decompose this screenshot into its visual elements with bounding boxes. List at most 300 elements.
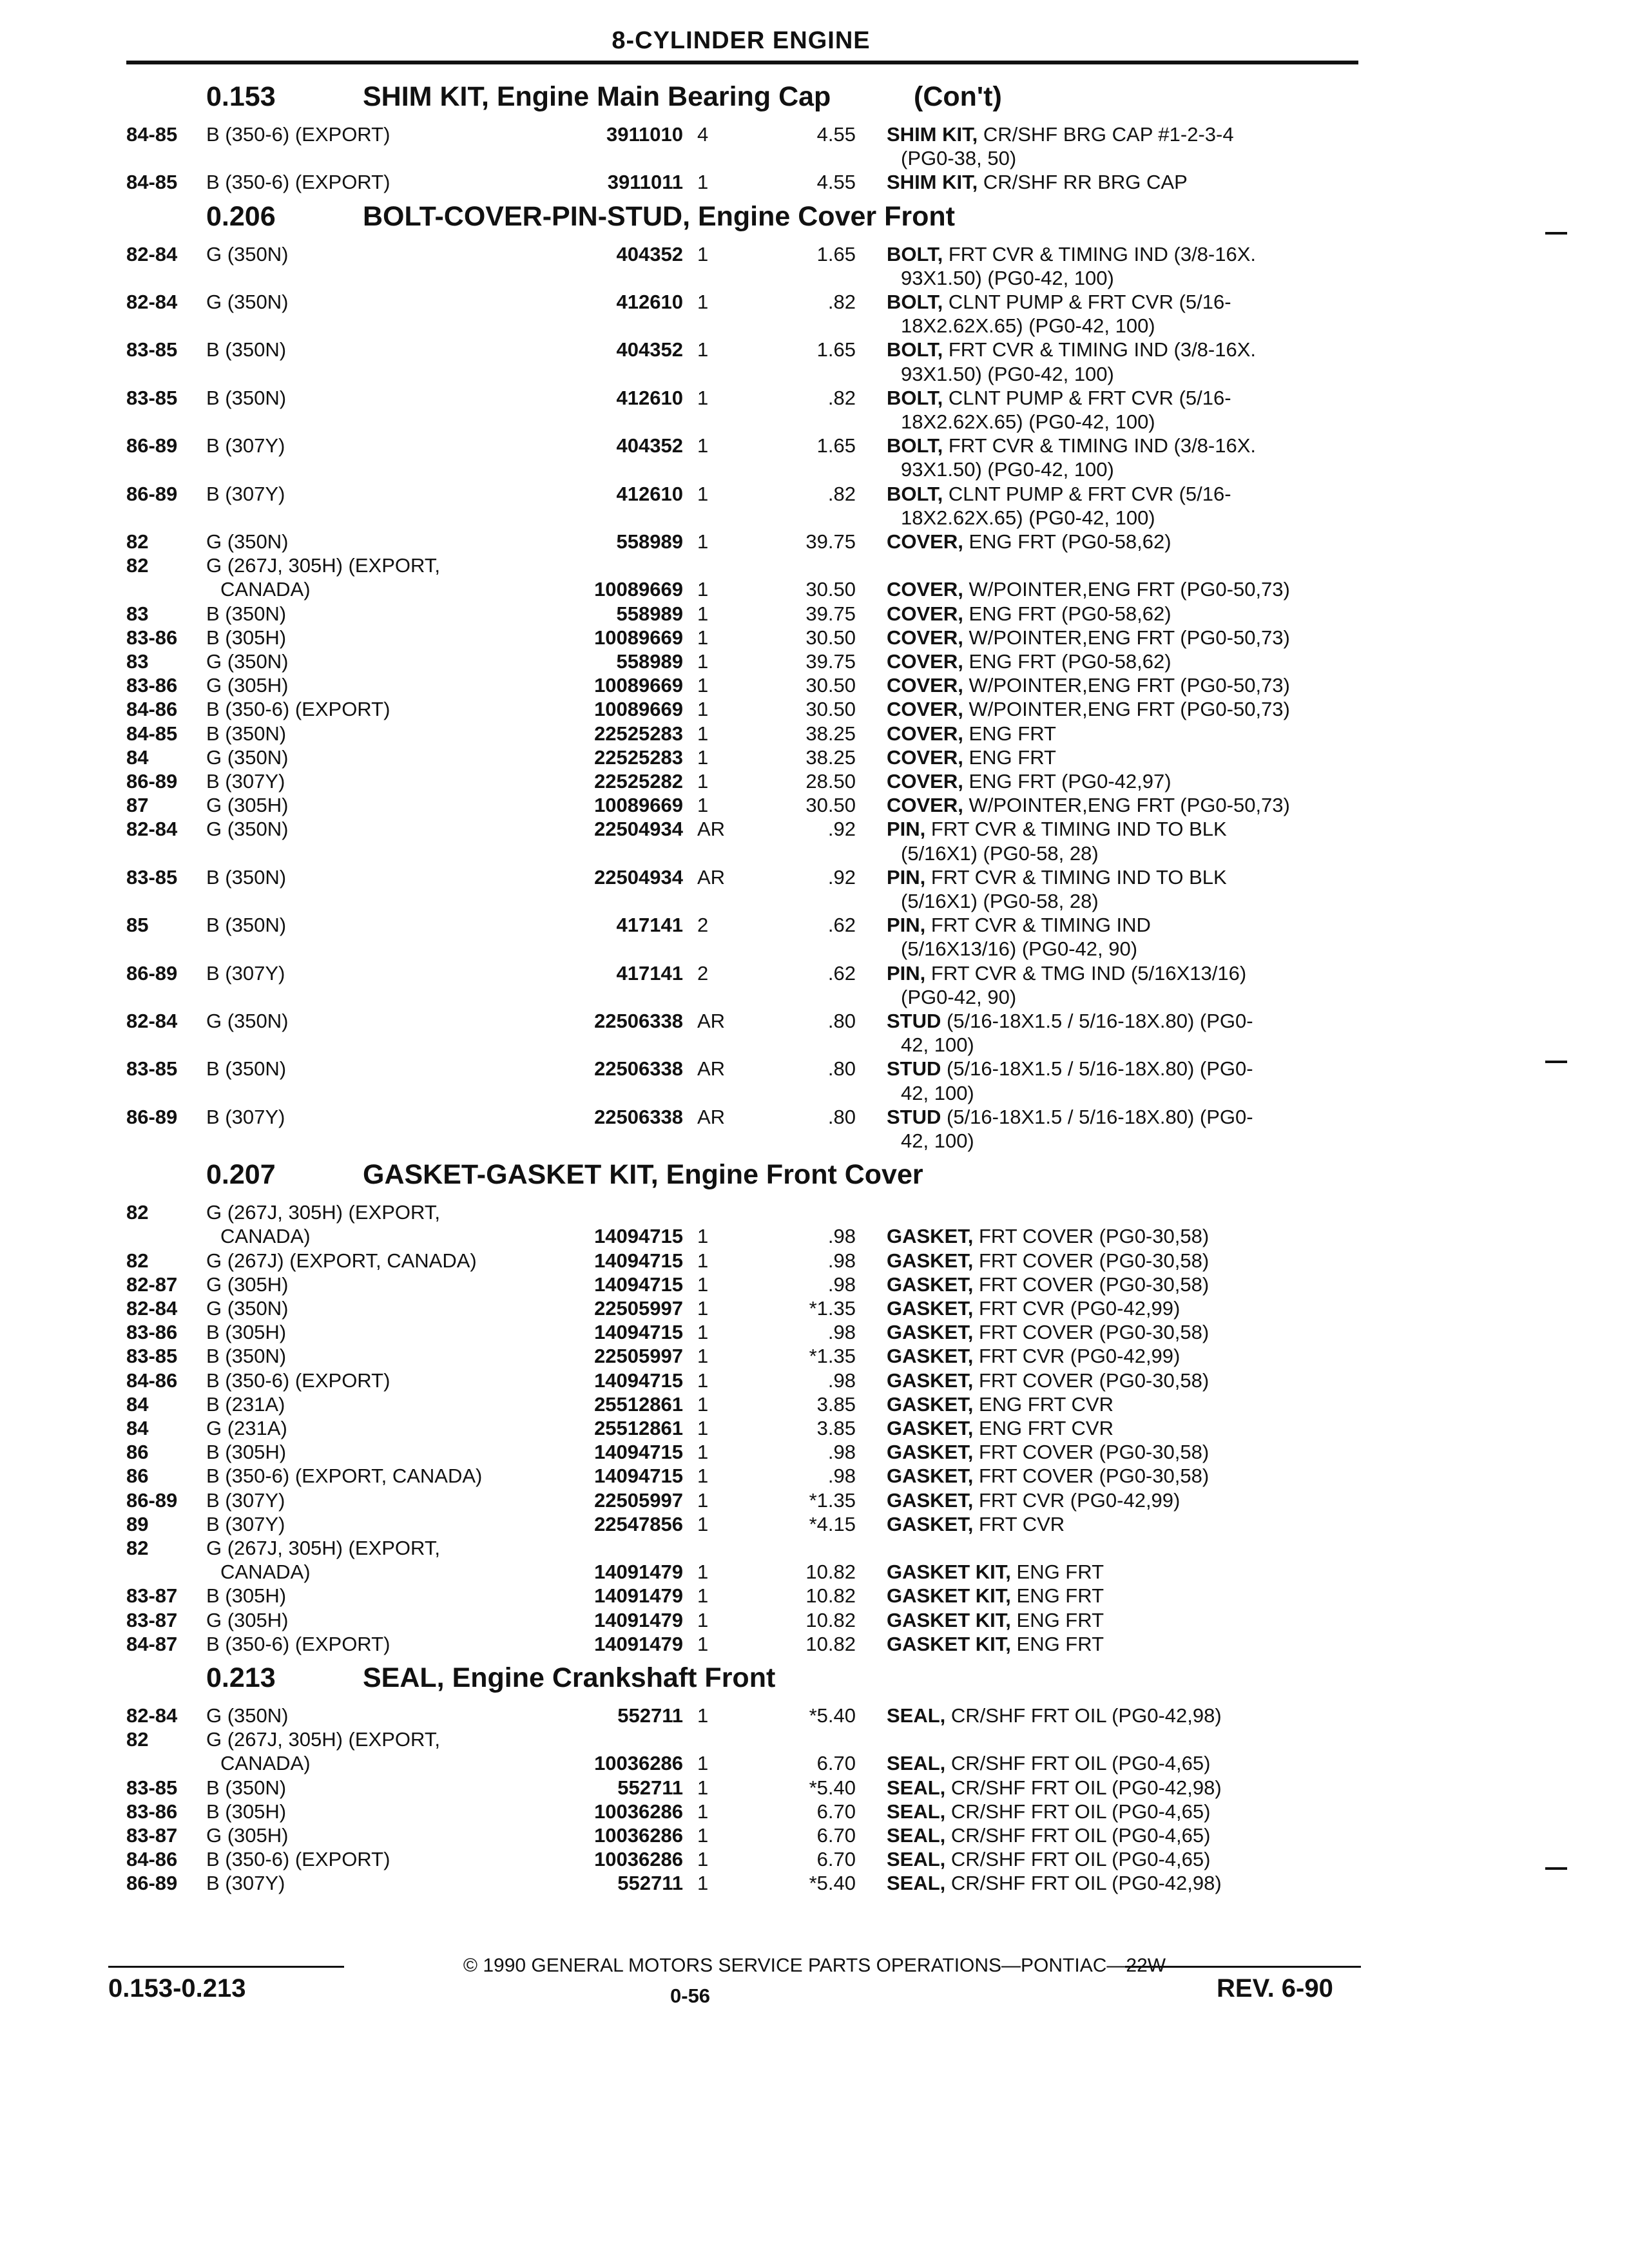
model-years: 86-89 [126, 1872, 178, 1895]
table-row [0, 1464, 1629, 1488]
part-number: 22506338 [594, 1057, 683, 1081]
description-continued: 93X1.50) (PG0-42, 100) [901, 362, 1114, 385]
description-continued-row [0, 1129, 1629, 1153]
table-row [0, 290, 1629, 314]
table-row [0, 1584, 1629, 1608]
part-name: GASKET, [887, 1273, 974, 1296]
quantity: 1 [697, 1776, 709, 1799]
description-text: FRT CVR & TIMING IND (3/8-16X. [943, 434, 1257, 457]
footer-range: 0.153-0.213 [108, 1974, 246, 2003]
application: B (307Y) [206, 1872, 285, 1895]
part-number: 14091479 [594, 1632, 683, 1655]
price: 1.65 [816, 338, 856, 361]
part-name: GASKET, [887, 1441, 974, 1464]
price: 30.50 [805, 794, 856, 817]
part-name: SEAL, [887, 1704, 946, 1727]
description [887, 1512, 1065, 1536]
model-years: 89 [126, 1512, 149, 1535]
section-code: 0.206 [206, 200, 276, 232]
description-text: FRT COVER (PG0-30,58) [973, 1249, 1210, 1272]
part-number: 22525283 [594, 745, 683, 769]
footer-copyright: © 1990 GENERAL MOTORS SERVICE PARTS OPERATIONS—PONTIAC—22W [463, 1955, 1166, 1976]
section-continued: (Con't) [914, 81, 1002, 112]
table-row [0, 1608, 1629, 1632]
description [887, 961, 1246, 985]
table-row [0, 1416, 1629, 1440]
description-text: FRT CVR & TIMING IND [925, 914, 1151, 937]
application: B (350-6) (EXPORT) [206, 1848, 390, 1871]
part-number: 14094715 [594, 1441, 683, 1464]
part-number: 417141 [616, 961, 683, 985]
description-continued: (5/16X1) (PG0-58, 28) [901, 841, 1099, 865]
section-code: 0.213 [206, 1662, 276, 1693]
model-years: 82 [126, 554, 149, 577]
price: 38.25 [805, 722, 856, 745]
part-number: 404352 [616, 242, 683, 265]
table-row [0, 1704, 1629, 1727]
application: G (305H) [206, 1608, 289, 1631]
part-name: GASKET KIT, [887, 1608, 1011, 1631]
part-name: SEAL, [887, 1824, 946, 1847]
table-row [0, 1009, 1629, 1033]
section-title: GASKET-GASKET KIT, Engine Front Cover [363, 1159, 923, 1191]
table-row [0, 1536, 1629, 1560]
price: *5.40 [809, 1872, 856, 1895]
description-text: CLNT PUMP & FRT CVR (5/16- [943, 386, 1231, 409]
part-name: COVER, [887, 794, 963, 817]
price: .82 [827, 291, 856, 313]
part-name: BOLT, [887, 338, 943, 361]
part-name: BOLT, [887, 386, 943, 409]
part-number: 558989 [616, 650, 683, 673]
price: 28.50 [805, 770, 856, 793]
table-row [0, 1344, 1629, 1368]
quantity: 1 [697, 1872, 709, 1895]
quantity: 1 [697, 1561, 709, 1584]
description [887, 697, 1290, 721]
application: B (350N) [206, 722, 287, 745]
part-number: 14094715 [594, 1369, 683, 1392]
application: B (350-6) (EXPORT) [206, 698, 390, 721]
part-number: 404352 [616, 434, 683, 457]
quantity: AR [697, 818, 726, 841]
part-name: SEAL, [887, 1752, 946, 1775]
margin-mark [1545, 1061, 1567, 1063]
quantity: 1 [697, 1848, 709, 1871]
price: .80 [827, 1057, 856, 1081]
part-name: GASKET, [887, 1225, 974, 1248]
model-years: 83-86 [126, 626, 178, 649]
price: .82 [827, 482, 856, 505]
description-text: CR/SHF FRT OIL (PG0-4,65) [945, 1752, 1211, 1775]
margin-mark [1545, 232, 1567, 235]
model-years: 84-86 [126, 1369, 178, 1392]
model-years: 82-84 [126, 242, 178, 265]
model-years: 82-84 [126, 291, 178, 313]
price: .80 [827, 1010, 856, 1032]
quantity: AR [697, 1105, 726, 1128]
part-name: GASKET KIT, [887, 1632, 1011, 1655]
part-number: 22504934 [594, 818, 683, 841]
quantity: 2 [697, 961, 709, 985]
description-text: FRT CVR [973, 1512, 1065, 1535]
application: B (350N) [206, 1057, 287, 1081]
quantity: 1 [697, 745, 709, 769]
description [887, 530, 1171, 553]
part-name: COVER, [887, 698, 963, 721]
model-years: 86-89 [126, 961, 178, 985]
price: 39.75 [805, 530, 856, 553]
part-name: SEAL, [887, 1872, 946, 1895]
table-row [0, 602, 1629, 626]
description [887, 1320, 1209, 1344]
description [887, 1847, 1210, 1871]
table-row [0, 386, 1629, 410]
part-number: 10036286 [594, 1752, 683, 1775]
application: B (307Y) [206, 770, 285, 793]
description-text: CLNT PUMP & FRT CVR (5/16- [943, 482, 1231, 505]
part-name: GASKET, [887, 1465, 974, 1488]
price: 6.70 [816, 1824, 856, 1847]
description [887, 1871, 1222, 1895]
model-years: 86 [126, 1465, 149, 1488]
part-number: 412610 [616, 482, 683, 505]
part-name: COVER, [887, 722, 963, 745]
table-row [0, 649, 1629, 673]
description [887, 1440, 1209, 1464]
application: B (307Y) [206, 961, 285, 985]
part-number: 10089669 [594, 674, 683, 697]
description [887, 1416, 1113, 1440]
quantity: 1 [697, 338, 709, 361]
part-number: 22505997 [594, 1488, 683, 1512]
section-code: 0.153 [206, 81, 276, 112]
quantity: 1 [697, 291, 709, 313]
description-continued-row [0, 266, 1629, 290]
price: 1.65 [816, 242, 856, 265]
model-years: 83-85 [126, 386, 178, 409]
description [887, 338, 1256, 361]
quantity: 1 [697, 1800, 709, 1823]
description-continued: 18X2.62X.65) (PG0-42, 100) [901, 410, 1155, 433]
table-row [0, 1823, 1629, 1847]
part-name: SEAL, [887, 1848, 946, 1871]
description [887, 1273, 1209, 1296]
description [887, 1464, 1209, 1488]
model-years: 82 [126, 530, 149, 553]
description [887, 1057, 1253, 1081]
application: G (350N) [206, 291, 289, 313]
price: 10.82 [805, 1584, 856, 1608]
section-title: SHIM KIT, Engine Main Bearing Cap [363, 81, 831, 112]
part-name: SEAL, [887, 1800, 946, 1823]
description [887, 1704, 1222, 1727]
description-text: FRT COVER (PG0-30,58) [973, 1441, 1210, 1464]
model-years: 83-85 [126, 865, 178, 889]
model-years: 82-84 [126, 818, 178, 841]
description-text: (5/16-18X1.5 / 5/16-18X.80) (PG0- [941, 1010, 1253, 1032]
application: B (307Y) [206, 1105, 285, 1128]
quantity: 1 [697, 578, 709, 601]
description-text: W/POINTER,ENG FRT (PG0-50,73) [963, 674, 1290, 697]
description-text: FRT COVER (PG0-30,58) [973, 1273, 1210, 1296]
model-years: 83-85 [126, 338, 178, 361]
part-number: 10089669 [594, 578, 683, 601]
quantity: 1 [697, 1273, 709, 1296]
description [887, 1776, 1222, 1800]
part-name: GASKET, [887, 1249, 974, 1272]
model-years: 84-86 [126, 698, 178, 721]
part-number: 22506338 [594, 1105, 683, 1128]
application: B (305H) [206, 626, 287, 649]
description-continued: 42, 100) [901, 1129, 974, 1152]
part-number: 3911010 [606, 123, 683, 146]
part-name: GASKET, [887, 1345, 974, 1368]
price: .98 [827, 1249, 856, 1272]
model-years: 82 [126, 1728, 149, 1751]
description-text: CLNT PUMP & FRT CVR (5/16- [943, 291, 1231, 313]
part-number: 14094715 [594, 1321, 683, 1344]
application: G (305H) [206, 1273, 289, 1296]
section-code: 0.207 [206, 1159, 276, 1191]
model-years: 84 [126, 745, 149, 769]
description-text: W/POINTER,ENG FRT (PG0-50,73) [963, 794, 1290, 817]
model-years: 83-86 [126, 674, 178, 697]
part-number: 14094715 [594, 1273, 683, 1296]
description-continued: (PG0-38, 50) [901, 147, 1017, 170]
price: 6.70 [816, 1848, 856, 1871]
quantity: 1 [697, 1249, 709, 1272]
description-text: CR/SHF FRT OIL (PG0-42,98) [945, 1704, 1222, 1727]
table-row [0, 1800, 1629, 1823]
price: 39.75 [805, 602, 856, 625]
part-number: 14091479 [594, 1584, 683, 1608]
model-years: 86-89 [126, 482, 178, 505]
application: G (350N) [206, 818, 289, 841]
model-years: 82 [126, 1201, 149, 1224]
model-years: 83-87 [126, 1608, 178, 1631]
description-continued: (5/16X1) (PG0-58, 28) [901, 890, 1099, 912]
table-row [0, 1727, 1629, 1751]
application: B (307Y) [206, 482, 285, 505]
part-name: SEAL, [887, 1776, 946, 1799]
part-number: 10036286 [594, 1800, 683, 1823]
application: B (350N) [206, 865, 287, 889]
application: G (350N) [206, 745, 289, 769]
description [887, 745, 1056, 769]
quantity: 1 [697, 1632, 709, 1655]
description-text: FRT CVR (PG0-42,99) [973, 1345, 1181, 1368]
description-text: CR/SHF BRG CAP #1-2-3-4 [978, 123, 1234, 146]
part-number: 22525282 [594, 770, 683, 793]
description [887, 1105, 1253, 1129]
quantity: 1 [697, 650, 709, 673]
part-name: COVER, [887, 650, 963, 673]
quantity: 1 [697, 1369, 709, 1392]
quantity: 2 [697, 914, 709, 937]
model-years: 86-89 [126, 434, 178, 457]
description-continued-row [0, 1033, 1629, 1057]
table-row [0, 1320, 1629, 1344]
application: B (231A) [206, 1392, 285, 1416]
description-text: FRT CVR (PG0-42,99) [973, 1297, 1181, 1320]
description [887, 386, 1231, 410]
description-text: FRT COVER (PG0-30,58) [973, 1321, 1210, 1344]
price: 30.50 [805, 578, 856, 601]
description-text: (5/16-18X1.5 / 5/16-18X.80) (PG0- [941, 1105, 1253, 1128]
quantity: 1 [697, 626, 709, 649]
description-text: FRT CVR & TMG IND (5/16X13/16) [925, 961, 1247, 985]
description-continued-row [0, 1081, 1629, 1105]
application: G (350N) [206, 1010, 289, 1032]
price: 10.82 [805, 1608, 856, 1631]
part-number: 22505997 [594, 1297, 683, 1320]
part-name: GASKET, [887, 1297, 974, 1320]
quantity: AR [697, 1010, 726, 1032]
application: B (350-6) (EXPORT, CANADA) [206, 1465, 483, 1488]
application: B (350N) [206, 338, 287, 361]
price: *1.35 [809, 1297, 856, 1320]
quantity: 1 [697, 602, 709, 625]
table-row [0, 961, 1629, 985]
quantity: 1 [697, 1488, 709, 1512]
part-number: 552711 [617, 1704, 683, 1727]
quantity: 1 [697, 770, 709, 793]
description [887, 602, 1171, 626]
description-text: FRT CVR & TIMING IND (3/8-16X. [943, 242, 1257, 265]
application: G (350N) [206, 1704, 289, 1727]
quantity: 1 [697, 530, 709, 553]
description-continued-row [0, 457, 1629, 481]
description-text: FRT CVR & TIMING IND TO BLK [925, 865, 1227, 889]
table-row [0, 626, 1629, 649]
description-continued-row [0, 146, 1629, 170]
price: 30.50 [805, 626, 856, 649]
part-name: BOLT, [887, 434, 943, 457]
description [887, 1249, 1209, 1273]
description [887, 1608, 1104, 1632]
application: B (307Y) [206, 434, 285, 457]
part-name: BOLT, [887, 482, 943, 505]
table-row [0, 1105, 1629, 1129]
model-years: 86-89 [126, 1488, 178, 1512]
description [887, 1823, 1210, 1847]
application-continued: CANADA) [220, 1752, 311, 1775]
description-text: ENG FRT [1010, 1608, 1104, 1631]
model-years: 82 [126, 1249, 149, 1272]
description-text: ENG FRT (PG0-42,97) [963, 770, 1171, 793]
section-title: SEAL, Engine Crankshaft Front [363, 1662, 776, 1693]
price: 1.65 [816, 434, 856, 457]
part-number: 552711 [617, 1776, 683, 1799]
price: *5.40 [809, 1704, 856, 1727]
quantity: 1 [697, 674, 709, 697]
quantity: 1 [697, 1824, 709, 1847]
description-continued-row [0, 362, 1629, 386]
application: G (267J, 305H) (EXPORT, [206, 1201, 440, 1224]
quantity: 1 [697, 698, 709, 721]
table-row [0, 913, 1629, 937]
part-number: 558989 [616, 602, 683, 625]
part-number: 22505997 [594, 1345, 683, 1368]
quantity: 1 [697, 434, 709, 457]
table-row [0, 1369, 1629, 1392]
description [887, 122, 1234, 146]
application: B (350-6) (EXPORT) [206, 123, 390, 146]
table-row [0, 817, 1629, 841]
quantity: 1 [697, 1441, 709, 1464]
description-text: CR/SHF FRT OIL (PG0-4,65) [945, 1848, 1211, 1871]
part-number: 3911011 [607, 171, 683, 194]
description-text: CR/SHF FRT OIL (PG0-42,98) [945, 1872, 1222, 1895]
part-number: 10089669 [594, 698, 683, 721]
part-number: 558989 [616, 530, 683, 553]
application: B (305H) [206, 1441, 287, 1464]
part-name: GASKET, [887, 1488, 974, 1512]
description-text: FRT CVR & TIMING IND (3/8-16X. [943, 338, 1257, 361]
quantity: 1 [697, 1392, 709, 1416]
quantity: 1 [697, 1417, 709, 1439]
description [887, 1751, 1210, 1775]
model-years: 84-85 [126, 123, 178, 146]
price: .62 [827, 914, 856, 937]
application: B (350N) [206, 386, 287, 409]
application: B (350-6) (EXPORT) [206, 1632, 390, 1655]
price: *4.15 [809, 1512, 856, 1535]
table-row [0, 1273, 1629, 1296]
description-text: FRT CVR (PG0-42,99) [973, 1488, 1181, 1512]
price: *1.35 [809, 1345, 856, 1368]
description-text: CR/SHF FRT OIL (PG0-42,98) [945, 1776, 1222, 1799]
model-years: 83-85 [126, 1057, 178, 1081]
description [887, 577, 1290, 601]
description [887, 1224, 1209, 1248]
part-number: 14091479 [594, 1608, 683, 1631]
price: .92 [827, 818, 856, 841]
part-number: 404352 [616, 338, 683, 361]
model-years: 82-84 [126, 1297, 178, 1320]
description [887, 242, 1256, 266]
description-continued: 18X2.62X.65) (PG0-42, 100) [901, 314, 1155, 338]
price: 39.75 [805, 650, 856, 673]
quantity: 1 [697, 1512, 709, 1535]
part-name: COVER, [887, 530, 963, 553]
part-name: SHIM KIT, [887, 171, 978, 194]
price: .98 [827, 1273, 856, 1296]
model-years: 86-89 [126, 1105, 178, 1128]
price: 6.70 [816, 1800, 856, 1823]
part-number: 10036286 [594, 1848, 683, 1871]
application: B (305H) [206, 1800, 287, 1823]
part-number: 412610 [616, 291, 683, 313]
description-text: FRT CVR & TIMING IND TO BLK [925, 818, 1227, 841]
application: G (267J, 305H) (EXPORT, [206, 554, 440, 577]
price: .98 [827, 1321, 856, 1344]
table-row [0, 793, 1629, 817]
part-name: COVER, [887, 674, 963, 697]
section-title: BOLT-COVER-PIN-STUD, Engine Cover Front [363, 200, 955, 232]
price: 38.25 [805, 745, 856, 769]
part-name: COVER, [887, 602, 963, 625]
description-text: ENG FRT (PG0-58,62) [963, 650, 1171, 673]
part-number: 14091479 [594, 1561, 683, 1584]
description-text: W/POINTER,ENG FRT (PG0-50,73) [963, 626, 1290, 649]
application: B (305H) [206, 1321, 287, 1344]
part-name: STUD [887, 1010, 941, 1032]
model-years: 83 [126, 650, 149, 673]
description [887, 170, 1188, 194]
description-continued: (PG0-42, 90) [901, 985, 1017, 1008]
